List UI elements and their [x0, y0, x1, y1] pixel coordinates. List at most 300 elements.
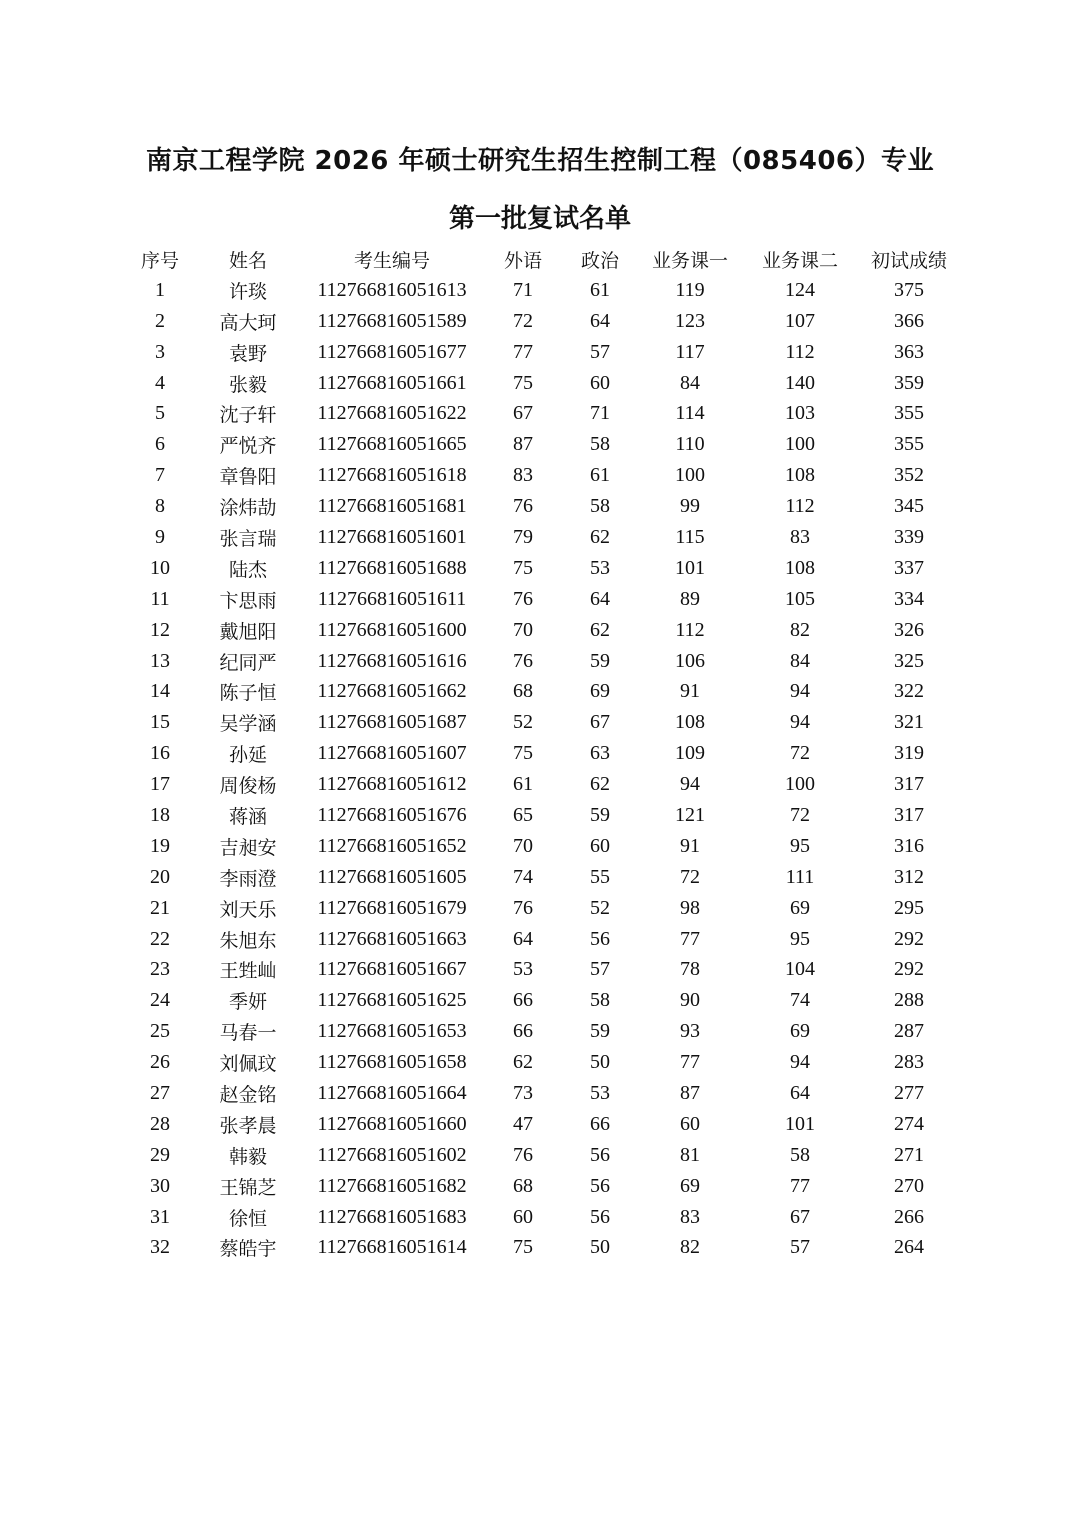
cell-subject-two: 57 — [790, 1236, 810, 1259]
cell-politics: 58 — [590, 495, 610, 518]
cell-politics: 56 — [590, 1174, 610, 1197]
cell-subject-one: 106 — [675, 649, 705, 672]
cell-total-score: 337 — [894, 556, 924, 579]
cell-politics: 61 — [590, 278, 610, 301]
cell-name: 蒋涵 — [228, 805, 267, 828]
cell-seq: 9 — [155, 525, 165, 548]
cell-politics: 57 — [590, 958, 610, 981]
cell-politics: 67 — [590, 711, 610, 734]
cell-subject-one: 91 — [680, 834, 700, 857]
cell-name: 张言瑞 — [219, 527, 277, 550]
cell-subject-two: 105 — [785, 587, 815, 610]
table-row — [118, 1016, 954, 1047]
cell-candidate-id: 112766816051601 — [317, 525, 467, 548]
cell-seq: 16 — [150, 742, 170, 765]
cell-subject-two: 84 — [790, 649, 810, 672]
cell-subject-two: 72 — [790, 742, 810, 765]
cell-name: 严悦齐 — [219, 435, 277, 458]
cell-total-score: 266 — [894, 1205, 924, 1228]
cell-subject-one: 100 — [675, 464, 705, 487]
cell-politics: 59 — [590, 1020, 610, 1043]
cell-seq: 13 — [150, 649, 170, 672]
cell-politics: 59 — [590, 803, 610, 826]
table-row — [118, 1047, 954, 1078]
cell-politics: 53 — [590, 1081, 610, 1104]
cell-subject-two: 69 — [790, 1020, 810, 1043]
cell-foreign-language: 76 — [513, 587, 533, 610]
cell-subject-one: 117 — [675, 340, 705, 363]
cell-foreign-language: 87 — [513, 433, 533, 456]
cell-name: 孙延 — [228, 744, 267, 767]
cell-foreign-language: 61 — [513, 773, 533, 796]
cell-subject-one: 77 — [680, 1051, 700, 1074]
cell-candidate-id: 112766816051612 — [317, 773, 467, 796]
cell-total-score: 326 — [894, 618, 924, 641]
cell-seq: 6 — [155, 433, 165, 456]
cell-foreign-language: 79 — [513, 525, 533, 548]
cell-total-score: 292 — [894, 927, 924, 950]
cell-seq: 28 — [150, 1112, 170, 1135]
cell-subject-two: 94 — [790, 711, 810, 734]
cell-subject-one: 121 — [675, 803, 705, 826]
candidate-table — [118, 244, 954, 1263]
table-row — [118, 646, 954, 677]
table-row — [118, 985, 954, 1016]
cell-candidate-id: 112766816051665 — [317, 433, 467, 456]
table-row — [118, 800, 954, 831]
cell-total-score: 325 — [894, 649, 924, 672]
table-row — [118, 707, 954, 738]
cell-total-score: 345 — [894, 495, 924, 518]
cell-politics: 57 — [590, 340, 610, 363]
cell-subject-two: 69 — [790, 896, 810, 919]
cell-seq: 11 — [150, 587, 170, 610]
cell-name: 纪同严 — [219, 651, 277, 674]
cell-foreign-language: 75 — [513, 1236, 533, 1259]
cell-candidate-id: 112766816051677 — [317, 340, 467, 363]
cell-foreign-language: 71 — [513, 278, 533, 301]
cell-subject-one: 90 — [680, 989, 700, 1012]
cell-seq: 32 — [150, 1236, 170, 1259]
cell-subject-one: 93 — [680, 1020, 700, 1043]
cell-candidate-id: 112766816051661 — [317, 371, 467, 394]
cell-subject-one: 115 — [675, 525, 705, 548]
cell-total-score: 283 — [894, 1051, 924, 1074]
cell-subject-two: 104 — [785, 958, 815, 981]
cell-politics: 56 — [590, 1205, 610, 1228]
cell-name: 许琰 — [228, 280, 267, 303]
cell-foreign-language: 66 — [513, 989, 533, 1012]
cell-subject-two: 74 — [790, 989, 810, 1012]
cell-subject-two: 100 — [785, 773, 815, 796]
cell-candidate-id: 112766816051662 — [317, 680, 467, 703]
cell-name: 陆杰 — [228, 558, 267, 581]
table-row — [118, 862, 954, 893]
cell-name: 卞思雨 — [219, 589, 277, 612]
cell-name: 王锦芝 — [219, 1176, 277, 1199]
table-row — [118, 1109, 954, 1140]
cell-name: 张毅 — [228, 373, 267, 396]
cell-seq: 27 — [150, 1081, 170, 1104]
cell-foreign-language: 76 — [513, 1143, 533, 1166]
cell-foreign-language: 75 — [513, 371, 533, 394]
cell-politics: 62 — [590, 773, 610, 796]
cell-subject-two: 101 — [785, 1112, 815, 1135]
cell-total-score: 366 — [894, 309, 924, 332]
cell-subject-one: 83 — [680, 1205, 700, 1228]
cell-candidate-id: 112766816051625 — [317, 989, 467, 1012]
header-candidate-id: 考生编号 — [353, 249, 430, 272]
cell-foreign-language: 77 — [513, 340, 533, 363]
cell-politics: 62 — [590, 618, 610, 641]
cell-subject-two: 82 — [790, 618, 810, 641]
cell-seq: 22 — [150, 927, 170, 950]
cell-total-score: 319 — [894, 742, 924, 765]
cell-candidate-id: 112766816051602 — [317, 1143, 467, 1166]
cell-total-score: 287 — [894, 1020, 924, 1043]
cell-seq: 15 — [150, 711, 170, 734]
cell-subject-one: 123 — [675, 309, 705, 332]
cell-foreign-language: 72 — [513, 309, 533, 332]
cell-total-score: 316 — [894, 834, 924, 857]
cell-seq: 7 — [155, 464, 165, 487]
table-row — [118, 924, 954, 955]
table-row — [118, 831, 954, 862]
cell-candidate-id: 112766816051688 — [317, 556, 467, 579]
cell-total-score: 359 — [894, 371, 924, 394]
cell-total-score: 334 — [894, 587, 924, 610]
cell-subject-one: 94 — [680, 773, 700, 796]
header-politics: 政治 — [580, 249, 619, 272]
cell-subject-one: 72 — [680, 865, 700, 888]
cell-candidate-id: 112766816051600 — [317, 618, 467, 641]
cell-name: 吉昶安 — [219, 836, 277, 859]
cell-candidate-id: 112766816051667 — [317, 958, 467, 981]
cell-seq: 21 — [150, 896, 170, 919]
cell-seq: 5 — [155, 402, 165, 425]
cell-seq: 14 — [150, 680, 170, 703]
cell-subject-two: 124 — [785, 278, 815, 301]
table-row — [118, 522, 954, 553]
cell-subject-two: 95 — [790, 927, 810, 950]
table-row — [118, 738, 954, 769]
cell-total-score: 375 — [894, 278, 924, 301]
cell-subject-two: 67 — [790, 1205, 810, 1228]
cell-seq: 26 — [150, 1051, 170, 1074]
cell-total-score: 363 — [894, 340, 924, 363]
cell-politics: 62 — [590, 525, 610, 548]
cell-subject-two: 77 — [790, 1174, 810, 1197]
cell-candidate-id: 112766816051607 — [317, 742, 467, 765]
cell-seq: 1 — [155, 278, 165, 301]
cell-seq: 20 — [150, 865, 170, 888]
cell-candidate-id: 112766816051613 — [317, 278, 467, 301]
cell-politics: 66 — [590, 1112, 610, 1135]
page-title: 南京工程学院 2026 年硕士研究生招生控制工程（085406）专业 — [145, 146, 934, 176]
cell-name: 高大珂 — [219, 311, 277, 334]
cell-politics: 64 — [590, 309, 610, 332]
cell-total-score: 271 — [894, 1143, 924, 1166]
cell-foreign-language: 66 — [513, 1020, 533, 1043]
cell-subject-one: 82 — [680, 1236, 700, 1259]
cell-name: 韩毅 — [228, 1145, 267, 1168]
cell-subject-one: 99 — [680, 495, 700, 518]
cell-total-score: 339 — [894, 525, 924, 548]
cell-foreign-language: 67 — [513, 402, 533, 425]
cell-foreign-language: 68 — [513, 680, 533, 703]
cell-foreign-language: 73 — [513, 1081, 533, 1104]
table-header-row — [118, 244, 954, 275]
cell-subject-two: 103 — [785, 402, 815, 425]
cell-foreign-language: 76 — [513, 896, 533, 919]
cell-politics: 50 — [590, 1236, 610, 1259]
table-row — [118, 398, 954, 429]
cell-total-score: 352 — [894, 464, 924, 487]
cell-total-score: 355 — [894, 402, 924, 425]
cell-name: 刘佩玟 — [219, 1053, 277, 1076]
cell-name: 吴学涵 — [219, 713, 277, 736]
cell-subject-two: 108 — [785, 556, 815, 579]
cell-foreign-language: 70 — [513, 834, 533, 857]
cell-subject-one: 98 — [680, 896, 700, 919]
cell-foreign-language: 65 — [513, 803, 533, 826]
cell-subject-one: 110 — [675, 433, 705, 456]
cell-subject-two: 58 — [790, 1143, 810, 1166]
table-row — [118, 429, 954, 460]
cell-candidate-id: 112766816051605 — [317, 865, 467, 888]
cell-total-score: 264 — [894, 1236, 924, 1259]
cell-politics: 52 — [590, 896, 610, 919]
cell-foreign-language: 47 — [513, 1112, 533, 1135]
cell-subject-two: 64 — [790, 1081, 810, 1104]
cell-name: 涂炜劼 — [219, 497, 277, 520]
cell-seq: 8 — [155, 495, 165, 518]
cell-seq: 25 — [150, 1020, 170, 1043]
table-row — [118, 676, 954, 707]
cell-subject-one: 119 — [675, 278, 705, 301]
table-row — [118, 553, 954, 584]
cell-politics: 61 — [590, 464, 610, 487]
header-name: 姓名 — [228, 249, 267, 272]
cell-subject-one: 109 — [675, 742, 705, 765]
cell-total-score: 321 — [894, 711, 924, 734]
table-row — [118, 615, 954, 646]
table-row — [118, 491, 954, 522]
table-body — [118, 275, 954, 1264]
cell-foreign-language: 62 — [513, 1051, 533, 1074]
cell-foreign-language: 75 — [513, 556, 533, 579]
cell-politics: 53 — [590, 556, 610, 579]
cell-name: 李雨澄 — [219, 867, 277, 890]
cell-name: 陈子恒 — [219, 682, 277, 705]
cell-politics: 56 — [590, 927, 610, 950]
cell-subject-one: 112 — [675, 618, 705, 641]
cell-name: 周俊杨 — [219, 775, 277, 798]
cell-candidate-id: 112766816051679 — [317, 896, 467, 919]
cell-seq: 12 — [150, 618, 170, 641]
cell-name: 沈子轩 — [219, 404, 277, 427]
cell-total-score: 317 — [894, 773, 924, 796]
cell-subject-one: 114 — [675, 402, 705, 425]
cell-name: 蔡皓宇 — [219, 1238, 277, 1261]
cell-foreign-language: 53 — [513, 958, 533, 981]
cell-politics: 56 — [590, 1143, 610, 1166]
cell-candidate-id: 112766816051658 — [317, 1051, 467, 1074]
cell-total-score: 295 — [894, 896, 924, 919]
cell-subject-two: 72 — [790, 803, 810, 826]
table-row — [118, 954, 954, 985]
cell-subject-two: 108 — [785, 464, 815, 487]
cell-foreign-language: 74 — [513, 865, 533, 888]
cell-subject-two: 107 — [785, 309, 815, 332]
cell-subject-one: 84 — [680, 371, 700, 394]
cell-subject-one: 89 — [680, 587, 700, 610]
cell-politics: 50 — [590, 1051, 610, 1074]
cell-seq: 18 — [150, 803, 170, 826]
cell-subject-one: 87 — [680, 1081, 700, 1104]
cell-foreign-language: 70 — [513, 618, 533, 641]
cell-candidate-id: 112766816051681 — [317, 495, 467, 518]
cell-subject-one: 78 — [680, 958, 700, 981]
cell-seq: 31 — [150, 1205, 170, 1228]
cell-seq: 10 — [150, 556, 170, 579]
cell-candidate-id: 112766816051687 — [317, 711, 467, 734]
header-subject-two: 业务课二 — [761, 249, 838, 272]
cell-candidate-id: 112766816051676 — [317, 803, 467, 826]
cell-foreign-language: 60 — [513, 1205, 533, 1228]
cell-candidate-id: 112766816051618 — [317, 464, 467, 487]
cell-name: 戴旭阳 — [219, 620, 277, 643]
cell-subject-two: 94 — [790, 1051, 810, 1074]
cell-candidate-id: 112766816051683 — [317, 1205, 467, 1228]
cell-total-score: 322 — [894, 680, 924, 703]
cell-candidate-id: 112766816051589 — [317, 309, 467, 332]
table-row — [118, 1233, 954, 1264]
cell-foreign-language: 64 — [513, 927, 533, 950]
table-row — [118, 337, 954, 368]
header-seq: 序号 — [140, 249, 179, 272]
cell-name: 季妍 — [228, 991, 267, 1014]
cell-total-score: 270 — [894, 1174, 924, 1197]
cell-candidate-id: 112766816051614 — [317, 1236, 467, 1259]
table-row — [118, 584, 954, 615]
cell-subject-one: 69 — [680, 1174, 700, 1197]
cell-subject-two: 140 — [785, 371, 815, 394]
header-total-score: 初试成绩 — [870, 249, 947, 272]
cell-subject-one: 81 — [680, 1143, 700, 1166]
cell-name: 章鲁阳 — [219, 466, 277, 489]
cell-seq: 4 — [155, 371, 165, 394]
table-row — [118, 460, 954, 491]
cell-seq: 3 — [155, 340, 165, 363]
table-row — [118, 368, 954, 399]
cell-candidate-id: 112766816051653 — [317, 1020, 467, 1043]
cell-seq: 29 — [150, 1143, 170, 1166]
cell-politics: 69 — [590, 680, 610, 703]
cell-subject-two: 112 — [785, 495, 815, 518]
cell-politics: 60 — [590, 834, 610, 857]
table-row — [118, 306, 954, 337]
cell-total-score: 274 — [894, 1112, 924, 1135]
cell-total-score: 292 — [894, 958, 924, 981]
cell-seq: 19 — [150, 834, 170, 857]
cell-politics: 55 — [590, 865, 610, 888]
table-row — [118, 1202, 954, 1233]
cell-name: 王甡屾 — [219, 960, 277, 983]
cell-subject-two: 94 — [790, 680, 810, 703]
cell-total-score: 312 — [894, 865, 924, 888]
cell-candidate-id: 112766816051663 — [317, 927, 467, 950]
cell-foreign-language: 68 — [513, 1174, 533, 1197]
cell-candidate-id: 112766816051682 — [317, 1174, 467, 1197]
table-row — [118, 769, 954, 800]
cell-total-score: 277 — [894, 1081, 924, 1104]
cell-candidate-id: 112766816051652 — [317, 834, 467, 857]
cell-candidate-id: 112766816051616 — [317, 649, 467, 672]
cell-total-score: 288 — [894, 989, 924, 1012]
cell-subject-two: 111 — [785, 865, 815, 888]
cell-foreign-language: 52 — [513, 711, 533, 734]
cell-seq: 23 — [150, 958, 170, 981]
header-foreign-language: 外语 — [503, 249, 542, 272]
cell-subject-one: 108 — [675, 711, 705, 734]
cell-foreign-language: 83 — [513, 464, 533, 487]
cell-seq: 24 — [150, 989, 170, 1012]
cell-candidate-id: 112766816051622 — [317, 402, 467, 425]
table-row — [118, 1078, 954, 1109]
cell-politics: 58 — [590, 433, 610, 456]
cell-candidate-id: 112766816051664 — [317, 1081, 467, 1104]
cell-politics: 58 — [590, 989, 610, 1012]
cell-total-score: 355 — [894, 433, 924, 456]
header-subject-one: 业务课一 — [651, 249, 728, 272]
cell-name: 马春一 — [219, 1022, 277, 1045]
cell-subject-two: 83 — [790, 525, 810, 548]
table-row — [118, 1171, 954, 1202]
cell-subject-one: 77 — [680, 927, 700, 950]
cell-subject-two: 112 — [785, 340, 815, 363]
cell-name: 赵金铭 — [219, 1083, 277, 1106]
cell-foreign-language: 75 — [513, 742, 533, 765]
cell-politics: 64 — [590, 587, 610, 610]
cell-foreign-language: 76 — [513, 495, 533, 518]
cell-subject-one: 101 — [675, 556, 705, 579]
cell-name: 张孝晨 — [219, 1114, 277, 1137]
cell-subject-two: 95 — [790, 834, 810, 857]
cell-name: 袁野 — [228, 342, 267, 365]
table-row — [118, 275, 954, 306]
cell-seq: 30 — [150, 1174, 170, 1197]
cell-subject-two: 100 — [785, 433, 815, 456]
table-row — [118, 893, 954, 924]
cell-foreign-language: 76 — [513, 649, 533, 672]
cell-candidate-id: 112766816051660 — [317, 1112, 467, 1135]
cell-name: 朱旭东 — [219, 929, 277, 952]
cell-subject-one: 91 — [680, 680, 700, 703]
cell-name: 刘天乐 — [219, 898, 277, 921]
cell-politics: 59 — [590, 649, 610, 672]
cell-politics: 71 — [590, 402, 610, 425]
cell-seq: 17 — [150, 773, 170, 796]
table-row — [118, 1140, 954, 1171]
cell-name: 徐恒 — [228, 1207, 267, 1230]
cell-subject-one: 60 — [680, 1112, 700, 1135]
page-subtitle: 第一批复试名单 — [448, 204, 631, 234]
cell-total-score: 317 — [894, 803, 924, 826]
cell-politics: 63 — [590, 742, 610, 765]
cell-candidate-id: 112766816051611 — [317, 587, 467, 610]
cell-seq: 2 — [155, 309, 165, 332]
